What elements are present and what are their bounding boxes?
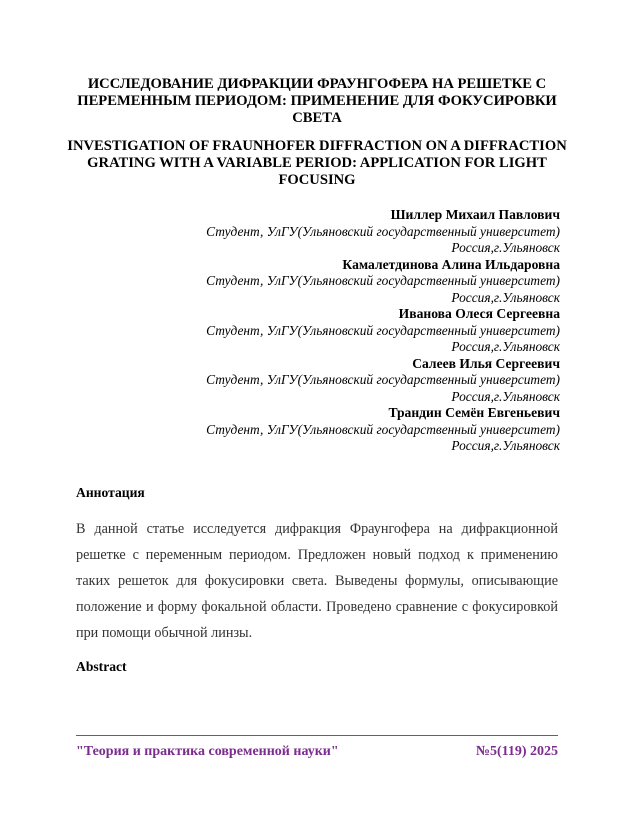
annotation-heading: Аннотация: [76, 485, 145, 500]
author-entry: [206, 207, 560, 257]
author-affiliation: Студент, УлГУ(Ульяновский государственный университет): [206, 372, 560, 387]
author-entry: [206, 257, 560, 307]
author-affiliation: Студент, УлГУ(Ульяновский государственный университет): [206, 322, 560, 338]
author-affiliation: Студент, УлГУ(Ульяновский государственный университет): [206, 421, 560, 437]
page-footer: [76, 744, 558, 760]
author-name: Иванова Олеся Сергеевна: [398, 306, 560, 321]
author-name: Салеев Илья Сергеевич: [412, 355, 560, 371]
title-english: INVESTIGATION OF FRAUNHOFER DIFFRACTION ON A DIFFRACTION GRATING WITH A VARIABLE PERIOD: APPLICATION FOR LIGHT FOCUSING: [67, 138, 567, 188]
author-entry: [206, 405, 560, 455]
author-affiliation: Студент, УлГУ(Ульяновский государственный университет): [206, 223, 560, 239]
title-russian: ИССЛЕДОВАНИЕ ДИФРАКЦИИ ФРАУНГОФЕРА НА РЕШЕТКЕ С ПЕРЕМЕННЫМ ПЕРИОДОМ: ПРИМЕНЕНИЕ ДЛЯ ФОКУСИРОВКИ СВЕТА: [77, 76, 557, 126]
author-location: Россия,г.Ульяновск: [451, 339, 560, 354]
author-entry: [206, 306, 560, 356]
footer-issue-number: №5(119) 2025: [475, 744, 558, 759]
abstract-heading: Abstract: [76, 659, 127, 674]
author-location: Россия,г.Ульяновск: [451, 289, 560, 305]
author-name: Камалетдинова Алина Ильдаровна: [342, 256, 560, 272]
annotation-text: В данной статье исследуется дифракция Фраунгофера на дифракционной решетке с переменным периодом. Предложен новый подход к применению таких решеток для фокусировки света. Выведены формулы, описывающие положение и форму фокальной области. Проведено сравнение с фокусировкой при помощи обычной линзы.: [76, 521, 558, 641]
author-location: Россия,г.Ульяновск: [451, 388, 560, 404]
author-name: Трандин Семён Евгеньевич: [388, 405, 560, 420]
author-location: Россия,г.Ульяновск: [451, 240, 560, 255]
authors-block: [206, 207, 560, 455]
footer-journal-name: "Теория и практика современной науки": [76, 744, 339, 759]
author-location: Россия,г.Ульяновск: [451, 438, 560, 453]
author-entry: [206, 356, 560, 406]
author-name: Шиллер Михаил Павлович: [390, 207, 560, 222]
author-affiliation: Студент, УлГУ(Ульяновский государственный университет): [206, 273, 560, 288]
footer-divider: [76, 735, 558, 736]
